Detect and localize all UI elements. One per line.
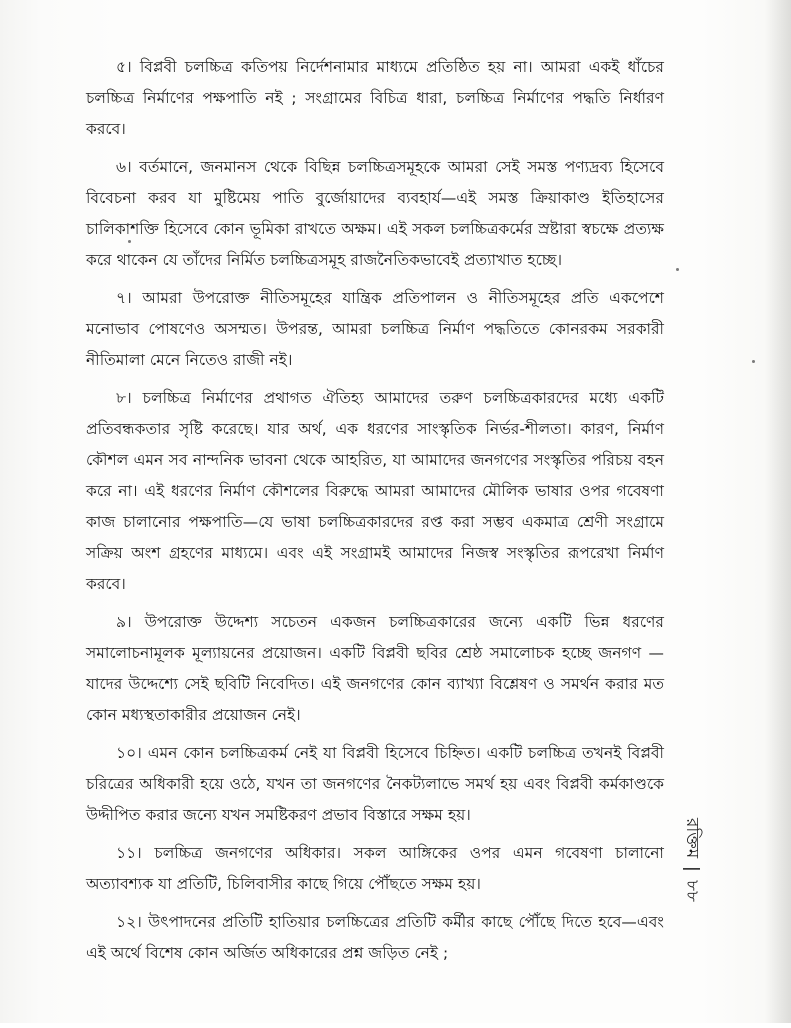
running-footer [672, 818, 712, 1028]
paragraph-12 [86, 907, 664, 969]
paragraph-5 [86, 52, 664, 145]
paragraph-9 [86, 607, 664, 731]
paragraph-8 [86, 383, 664, 600]
paragraph-number: ১০। [116, 744, 142, 762]
paragraph-number: ৮। [116, 389, 132, 407]
paragraph-text: আমরা উপরোক্ত নীতিসমূহের যান্ত্রিক প্রতিপালন ও নীতিসমূহের প্রতি একপেশে মনোভাব পোষণেও অসম্মত। উপরন্ত, আমরা চলচ্চিত্র নির্মাণ পদ্ধতিতে কোনরকম সরকারী নীতিমালা মেনে নিতেও রাজী নই। [86, 289, 664, 369]
ink-speck [676, 268, 679, 271]
paragraph-text: এমন কোন চলচ্চিত্রকর্ম নেই যা বিপ্লবী হিসেবে চিহ্নিত। একটি চলচ্চিত্র তখনই বিপ্লবী চরিত্রের অধিকারী হয়ে ওঠে, যখন তা জনগণের নৈকট্যলাভে সমর্থ হয় এবং বিপ্লবী কর্মকাণ্ডকে উদ্দীপিত করার জন্যে যখন সমষ্টিকরণ প্রভাব বিস্তারে সক্ষম হয়। [86, 744, 665, 824]
paragraph-text: বর্তমানে, জনমানস থেকে বিছিন্ন চলচ্চিত্রসমূহকে আমরা সেই সমস্ত পণ্যদ্রব্য হিসেবে বিবেচনা করব যা মুষ্টিমেয় পাতি বুর্জোয়াদের ব্যবহার্য—এই সমস্ত ক্রিয়াকাণ্ড ইতিহাসের চালিকাশক্তি হিসেবে কোন ভূমিকা রাখতে অক্ষম। এই সকল চলচ্চিত্রকর্মের স্রষ্টারা স্বচক্ষে প্রত্যক্ষ করে থাকেন যে তাঁদের নির্মিত চলচ্চিত্রসমূহ রাজনৈতিকভাবেই প্রত্যাখাত হচ্ছে। [86, 158, 665, 269]
paragraph-text: উৎপাদনের প্রতিটি হাতিয়ার চলচ্চিত্রের প্রতিটি কর্মীর কাছে পৌঁছে দিতে হবে—এবং এই অর্থে বিশেষ কোন অর্জিত অধিকারের প্রশ্ন জড়িত নেই ; [86, 913, 664, 962]
paragraph-number: ৫। [116, 58, 132, 76]
paragraph-text: উপরোক্ত উদ্দেশ্য সচেতন একজন চলচ্চিত্রকারের জন্যে একটি ভিন্ন ধরণের সমালোচনামূলক মূল্যায়নের প্রয়োজন। একটি বিপ্লবী ছবির শ্রেষ্ঠ সমালোচক হচ্ছে জনগণ —যাদের উদ্দেশ্যে সেই ছবিটি নিবেদিত। এই জনগণের কোন ব্যাখ্যা বিশ্লেষণ ও সমর্থন করার মত কোন মধ্যস্থতাকারীর প্রয়োজন নেই। [86, 613, 664, 724]
page-edge-shadow [765, 0, 791, 1023]
paragraph-10 [86, 738, 664, 831]
ink-speck [752, 360, 755, 363]
page-number: ৮৮ [682, 879, 702, 902]
paragraph-number: ৯। [116, 613, 132, 631]
paragraph-7 [86, 283, 664, 376]
body-text [86, 52, 664, 976]
paragraph-text: চলচ্চিত্র জনগণের অধিকার। সকল আঙ্গিকের ওপর এমন গবেষণা চালানো অত্যাবশ্যক যা প্রতিটি, চিলিবাসীর কাছে গিয়ে পৌঁছতে সক্ষম হয়। [86, 844, 664, 893]
paragraph-text: বিপ্লবী চলচ্চিত্র কতিপয় নির্দেশনামার মাধ্যমে প্রতিষ্ঠিত হয় না। আমরা একই ধাঁচের চলচ্চিত্র নির্মাণের পক্ষপাতি নই ; সংগ্রামের বিচিত্র ধারা, চলচ্চিত্র নির্মাণের পদ্ধতি নির্ধারণ করবে। [86, 58, 664, 138]
paragraph-text: চলচ্চিত্র নির্মাণের প্রথাগত ঐতিহ্য আমাদের তরুণ চলচ্চিত্রকারদের মধ্যে একটি প্রতিবন্ধকতার সৃষ্টি করেছে। যার অর্থ, এক ধরণের সাংস্কৃতিক নির্ভর-শীলতা। কারণ, নির্মাণ কৌশল এমন সব নান্দনিক ভাবনা থেকে আহরিত, যা আমাদের জনগণের সংস্কৃতির পরিচয় বহন করে না। এই ধরণের নির্মাণ কৌশলের বিরুদ্ধে আমরা আমাদের মৌলিক ভাষার ওপর গবেষণা কাজ চালানোর পক্ষপাতি—যে ভাষা চলচ্চিত্রকারদের রপ্ত করা সম্ভব একমাত্র শ্রেণী সংগ্রামে সক্রিয় অংশ গ্রহণের মাধ্যমে। এবং এই সংগ্রামই আমাদের নিজস্ব সংস্কৃতির রূপরেখা নির্মাণ করবে। [86, 389, 664, 593]
paragraph-number: ৭। [116, 289, 132, 307]
paragraph-11 [86, 838, 664, 900]
paragraph-number: ৬। [116, 158, 132, 176]
paragraph-6 [86, 152, 664, 276]
paragraph-number: ১২। [116, 913, 142, 931]
paragraph-number: ১১। [116, 844, 142, 862]
publication-title: রক্তিম [682, 818, 702, 859]
footer-separator: | [682, 866, 702, 872]
